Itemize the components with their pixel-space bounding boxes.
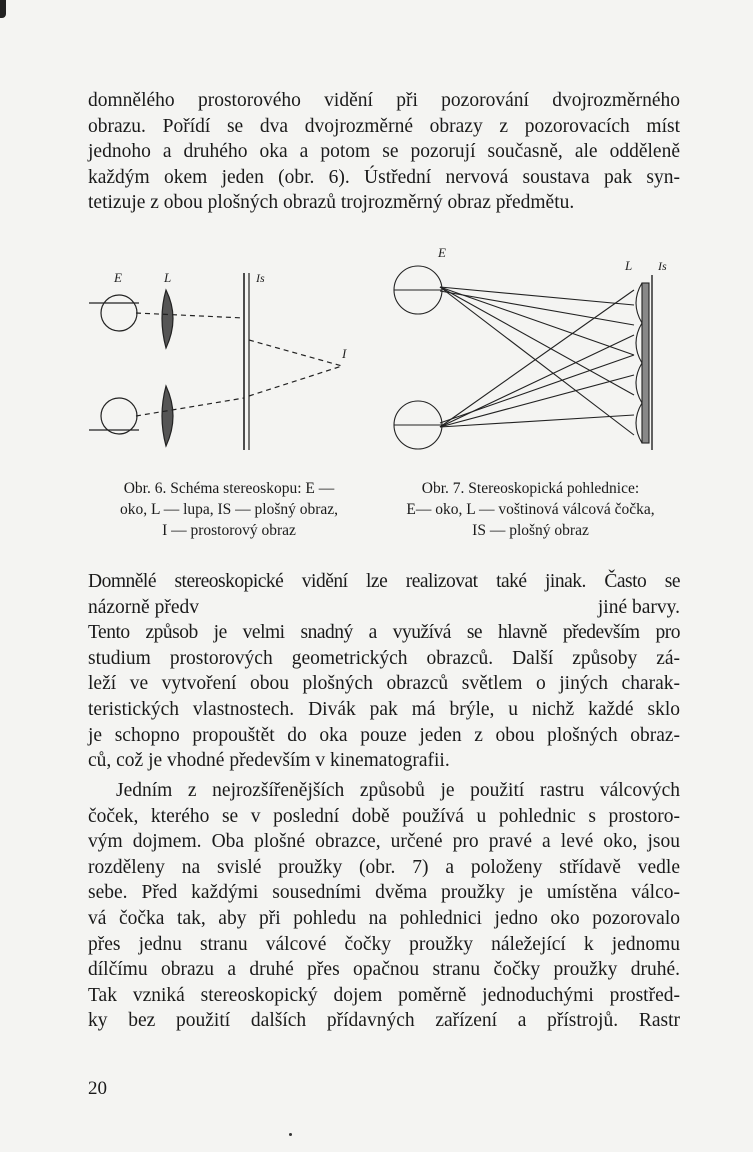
figure-6-caption (84, 478, 374, 541)
text-line: každým okem jeden (obr. 6). Ústřední nervová soustava pak syn- (88, 166, 680, 188)
corner-mark (0, 0, 6, 18)
caption-line: I — prostorový obraz (162, 522, 296, 539)
fig6-eye-bottom (101, 398, 137, 434)
text-line: Jedním z nejrozšířenějších způsobů je použití rastru válcových (116, 780, 680, 801)
text-line: rozděleny na svislé proužky (obr. 7) a položeny střídavě vedle (88, 856, 680, 878)
fig6-label-plane-image: Is (256, 271, 265, 285)
text-line: jednoho a druhého oka a potom se pozorují současně, ale odděleně (88, 141, 680, 163)
fig6-label-eye: E (114, 270, 122, 285)
fig6-eye-top (101, 295, 137, 331)
print-speck (289, 1133, 292, 1136)
paragraph-2 (88, 569, 680, 774)
fig6-lens-bottom (162, 386, 173, 446)
paragraph-3 (88, 778, 680, 1034)
text-line: čoček, kterého se v poslední době používá u pohlednic s prostoro- (88, 805, 680, 827)
text-line: domnělého prostorového vidění při pozorování dvojrozměrného (88, 90, 680, 111)
figure-7-caption (378, 478, 683, 541)
paragraph-1 (88, 88, 680, 216)
text-line: dílčímu obrazu a druhé přes opačnou stranu čočky proužky druhé. (88, 959, 680, 981)
fig7-plane-image (642, 283, 649, 443)
text-fragment-left: názorně předv (88, 596, 199, 618)
text-line: sebe. Před každými sousedními dvěma proužky je umístěna válco- (88, 882, 680, 904)
fig7-label-plane-image: Is (658, 259, 667, 273)
page-number: 20 (88, 1078, 107, 1099)
fig7-lens-raster (636, 283, 642, 443)
text-line: obrazu. Pořídí se dva dvojrozměrné obrazy z pozorovacích míst (88, 115, 680, 137)
text-line: ců, což je vhodné především v kinematografii. (88, 750, 450, 772)
text-line: Tak vzniká stereoskopický dojem poměrně jednoduchými prostřed- (88, 984, 680, 1006)
text-line: přes jednu stranu válcové čočky proužky náležející k jednomu (88, 933, 680, 955)
fig7-label-eye: E (438, 245, 446, 260)
caption-line: Obr. 7. Stereoskopická pohlednice: (421, 480, 640, 497)
fig7-label-lens: L (625, 258, 633, 273)
text-line-split (88, 595, 680, 621)
fig6-lens-top (162, 290, 173, 348)
text-line: vá čočka tak, aby při pohledu na pohlednici jedno oko pozorovalo (88, 907, 680, 929)
figure-6-stereoscope (84, 258, 366, 458)
text-line: tetizuje z obou plošných obrazů trojrozměrný obraz předmětu. (88, 192, 575, 214)
fig6-label-lens: L (164, 270, 172, 285)
text-line: ky bez použití dalších přídavných zařízení a přístrojů. Rastr (88, 1010, 680, 1032)
text-line: je schopno propouštět do oka pouze jeden z obou plošných obraz- (88, 724, 680, 746)
text-line: vým dojmem. Oba plošné obrazce, určené pro pravé a levé oko, jsou (88, 831, 680, 853)
caption-line: IS — plošný obraz (472, 522, 589, 539)
figure-7-postcard (380, 245, 680, 455)
text-line: Domnělé stereoskopické vidění lze realizovat také jinak. Často se (88, 571, 680, 592)
text-line: studium prostorových geometrických obrazců. Další způsoby zá- (88, 647, 680, 669)
text-fragment-right: jiné barvy. (597, 596, 680, 618)
text-line: leží ve vytvoření obou plošných obrazců světlem o jiných charak- (88, 673, 680, 695)
caption-line: Obr. 6. Schéma stereoskopu: E — (123, 480, 335, 497)
caption-line: oko, L — lupa, IS — plošný obraz, (119, 501, 339, 518)
fig6-label-spatial-image: I (342, 346, 347, 361)
caption-line: E— oko, L — voštinová válcová čočka, (406, 501, 655, 518)
text-line: teristických vlastnostech. Divák pak má brýle, u nichž každé sklo (88, 698, 680, 720)
text-line: Tento způsob je velmi snadný a využívá se hlavně především pro (88, 622, 680, 644)
